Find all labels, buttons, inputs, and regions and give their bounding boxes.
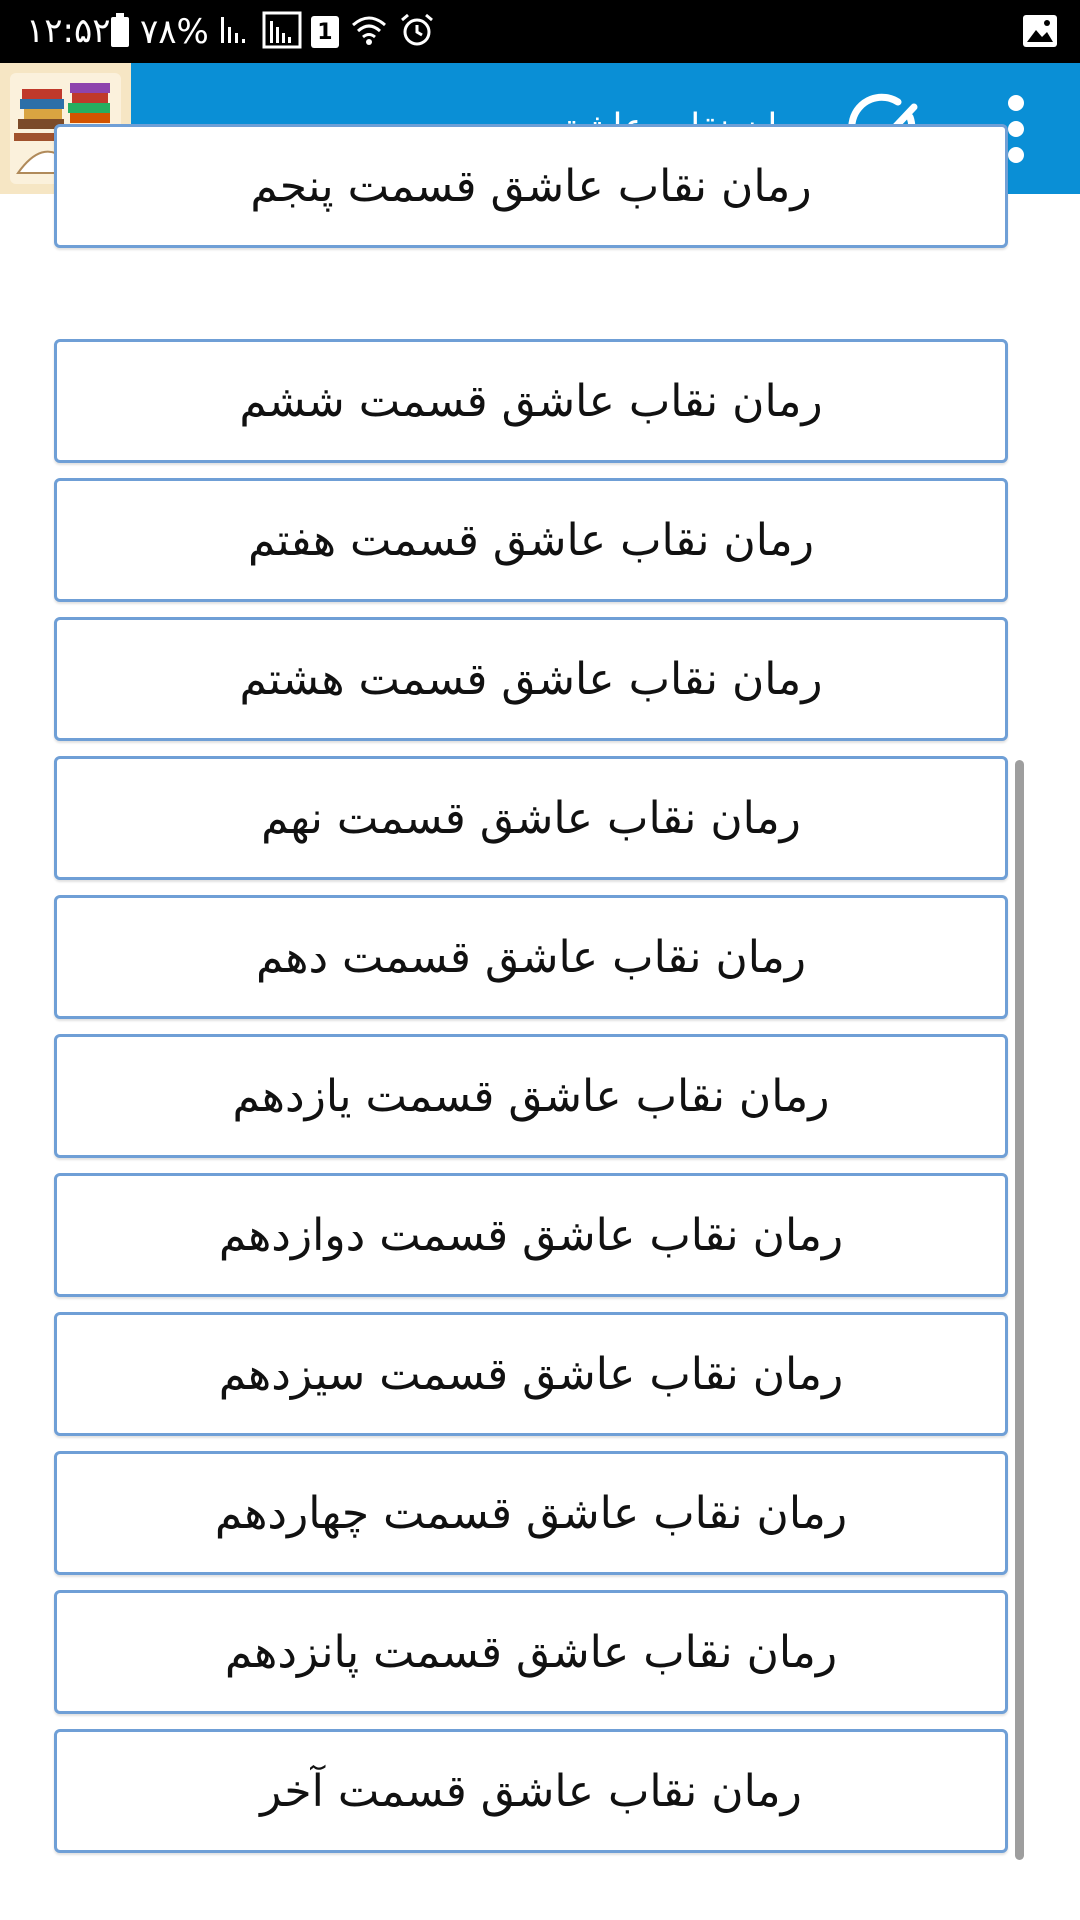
list-item[interactable] [54,895,1008,1019]
episode-list[interactable] [0,160,1080,1920]
wifi-icon [349,13,389,51]
battery-percent: ۷۸% [140,12,209,52]
list-item-label: رمان نقاب عاشق قسمت ششم [239,375,823,427]
scrollbar[interactable] [1015,760,1024,1860]
list-item[interactable] [54,1034,1008,1158]
list-item[interactable] [54,617,1008,741]
list-item-label: رمان نقاب عاشق قسمت پنجم [250,160,812,212]
list-item[interactable] [54,1173,1008,1297]
list-item[interactable] [54,339,1008,463]
list-item[interactable] [54,1590,1008,1714]
list-item-label: رمان نقاب عاشق قسمت آخر [260,1765,802,1817]
list-item[interactable] [54,124,1008,248]
list-item[interactable] [54,756,1008,880]
list-item-label: رمان نقاب عاشق قسمت هشتم [239,653,823,705]
gallery-icon [1022,14,1058,48]
sim-icon [311,16,339,48]
status-bar [0,0,1080,63]
list-item-label: رمان نقاب عاشق قسمت پانزدهم [224,1626,838,1678]
list-item[interactable] [54,478,1008,602]
list-item-label: رمان نقاب عاشق قسمت یازدهم [232,1070,830,1122]
list-item-label: رمان نقاب عاشق قسمت دوازدهم [218,1209,844,1261]
list-item-label: رمان نقاب عاشق قسمت نهم [261,792,801,844]
list-item-label: رمان نقاب عاشق قسمت هفتم [248,514,814,566]
list-item[interactable] [54,1451,1008,1575]
list-item[interactable] [54,1729,1008,1853]
list-item-label: رمان نقاب عاشق قسمت سیزدهم [218,1348,844,1400]
battery-icon [110,13,130,51]
alarm-icon [399,12,435,52]
list-item-label: رمان نقاب عاشق قسمت چهاردهم [214,1487,848,1539]
sim-slot-number: 1 [317,19,333,45]
signal-icon-2 [263,11,301,53]
status-time: ۱۲:۵۲ [26,11,111,51]
status-icons [110,10,435,54]
list-item-label: رمان نقاب عاشق قسمت دهم [255,931,807,983]
signal-icon [219,13,253,51]
list-item[interactable] [54,1312,1008,1436]
